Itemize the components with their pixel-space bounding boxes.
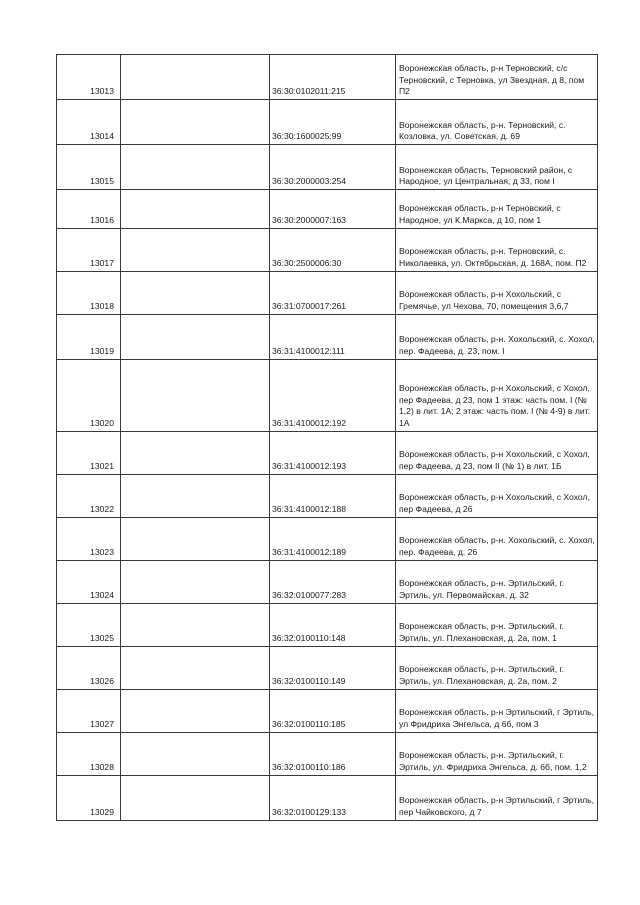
row-number: 13025 [57,603,121,646]
cadastral-number: 36:32:0100110:148 [270,603,396,646]
empty-cell [121,603,270,646]
address-cell [396,732,598,775]
empty-cell [121,100,270,145]
row-number: 13015 [57,145,121,190]
empty-cell [121,560,270,603]
row-number: 13014 [57,100,121,145]
empty-cell [121,359,270,431]
cadastral-number: 36:31:4100012:189 [270,517,396,560]
cadastral-number: 36:30:2000003:254 [270,145,396,190]
row-number: 13013 [57,55,121,100]
address-cell [396,228,598,271]
row-number: 13029 [57,775,121,820]
table-row [57,775,598,820]
cadastral-number: 36:31:0700017:261 [270,271,396,314]
empty-cell [121,646,270,689]
empty-cell [121,431,270,474]
table-row [57,100,598,145]
address-text: Воронежская область, р-н Хохольский, с Хохол, пер Фадеева, д 26 [399,492,590,514]
empty-cell [121,732,270,775]
empty-cell [121,190,270,229]
row-number: 13021 [57,431,121,474]
address-text: Воронежская область, р-н. Эртильский, г. Эртиль, ул. Плехановская, д. 2а, пом. 1 [399,621,564,643]
address-text: Воронежская область, р-н. Хохольский, с. Хохол, пер. Фадеева, д. 23, пом. I [399,334,595,356]
cadastral-number: 36:32:0100077:283 [270,560,396,603]
table-row [57,560,598,603]
cadastral-number: 36:32:0100110:185 [270,689,396,732]
address-text: Воронежская область, р-н. Эртильский, г. Эртиль, ул. Первомайская, д. 32 [399,578,564,600]
row-number: 13024 [57,560,121,603]
cadastral-number: 36:31:4100012:111 [270,314,396,359]
address-cell [396,517,598,560]
row-number: 13019 [57,314,121,359]
cadastral-number: 36:31:4100012:188 [270,474,396,517]
table-row [57,431,598,474]
table-row [57,55,598,100]
cadastral-number: 36:30:2500006:30 [270,228,396,271]
address-text: Воронежская область, р-н Эртильский, г Эртиль, пер Чайковского, д 7 [399,795,595,817]
address-cell [396,646,598,689]
address-text: Воронежская область, р-н Хохольский, с Хохол, пер Фадеева, д 23, пом II (№ 1) в лит. 1Б [399,449,590,471]
cadastral-number: 36:30:0102011:215 [270,55,396,100]
table-row [57,603,598,646]
address-text: Воронежская область, р-н. Эртильский, г. Эртиль, ул. Плехановская, д. 2а, пом. 2 [399,664,564,686]
table-row [57,732,598,775]
cadastral-number: 36:31:4100012:192 [270,359,396,431]
empty-cell [121,271,270,314]
address-cell [396,100,598,145]
row-number: 13028 [57,732,121,775]
row-number: 13027 [57,689,121,732]
table-row [57,359,598,431]
empty-cell [121,517,270,560]
table-row [57,517,598,560]
address-cell [396,271,598,314]
table-row [57,190,598,229]
empty-cell [121,474,270,517]
address-cell [396,560,598,603]
row-number: 13026 [57,646,121,689]
table-row [57,271,598,314]
address-cell [396,603,598,646]
empty-cell [121,55,270,100]
address-text: Воронежская область, р-н. Терновский, с. Николаевка, ул. Октябрьская, д. 168А, пом. П2 [399,246,587,268]
table-row [57,228,598,271]
property-table [56,54,598,821]
table-row [57,314,598,359]
address-cell [396,474,598,517]
address-cell [396,431,598,474]
row-number: 13018 [57,271,121,314]
address-text: Воронежская область, р-н. Эртильский, г. Эртиль, ул. Фридриха Энгельса, д. 6б, пом. 1,2 [399,750,587,772]
address-text: Воронежская область, р-н Хохольский, с Хохол, пер Фадеева, д 23, пом 1 этаж: часть пом. I (№ 1,2) в лит. 1А; 2 этаж: часть пом. I (№ 4-9) в лит. 1А [399,383,591,428]
address-cell [396,55,598,100]
address-text: Воронежская область, р-н. Терновский, с. Козловка, ул. Советская, д. 69 [399,119,566,142]
address-text: Воронежская область, р-н Терновский, с Народное, ул К.Маркса, д 10, пом 1 [399,203,561,225]
table-row [57,646,598,689]
address-cell [396,145,598,190]
row-number: 13016 [57,190,121,229]
row-number: 13023 [57,517,121,560]
row-number: 13017 [57,228,121,271]
table-row [57,474,598,517]
address-text: Воронежская область, р-н Эртильский, г Эртиль, ул Фридриха Энгельса, д 6б, пом 3 [399,707,595,729]
address-text: Воронежская область, Терновский район, с Народное, ул Центральная, д 33, пом I [399,164,573,187]
empty-cell [121,775,270,820]
address-cell [396,359,598,431]
empty-cell [121,689,270,732]
cadastral-number: 36:31:4100012:193 [270,431,396,474]
row-number: 13022 [57,474,121,517]
empty-cell [121,228,270,271]
address-cell [396,314,598,359]
cadastral-number: 36:30:1600025:99 [270,100,396,145]
address-text: Воронежская область, р-н Терновский, с/с Терновский, с Терновка, ул Звездная, д 8, пом П2 [399,63,585,97]
address-cell [396,689,598,732]
address-text: Воронежская область, р-н Хохольский, с Гремячье, ул Чехова, 70, помещения 3,6,7 [399,289,569,311]
row-number: 13020 [57,359,121,431]
address-text: Воронежская область, р-н. Хохольский, с. Хохол, пер. Фадеева, д. 26 [399,535,595,557]
cadastral-number: 36:32:0100110:186 [270,732,396,775]
address-cell [396,190,598,229]
empty-cell [121,314,270,359]
cadastral-number: 36:32:0100129:133 [270,775,396,820]
table-row [57,145,598,190]
empty-cell [121,145,270,190]
cadastral-number: 36:32:0100110:149 [270,646,396,689]
address-cell [396,775,598,820]
table-row [57,689,598,732]
cadastral-number: 36:30:2000007:163 [270,190,396,229]
